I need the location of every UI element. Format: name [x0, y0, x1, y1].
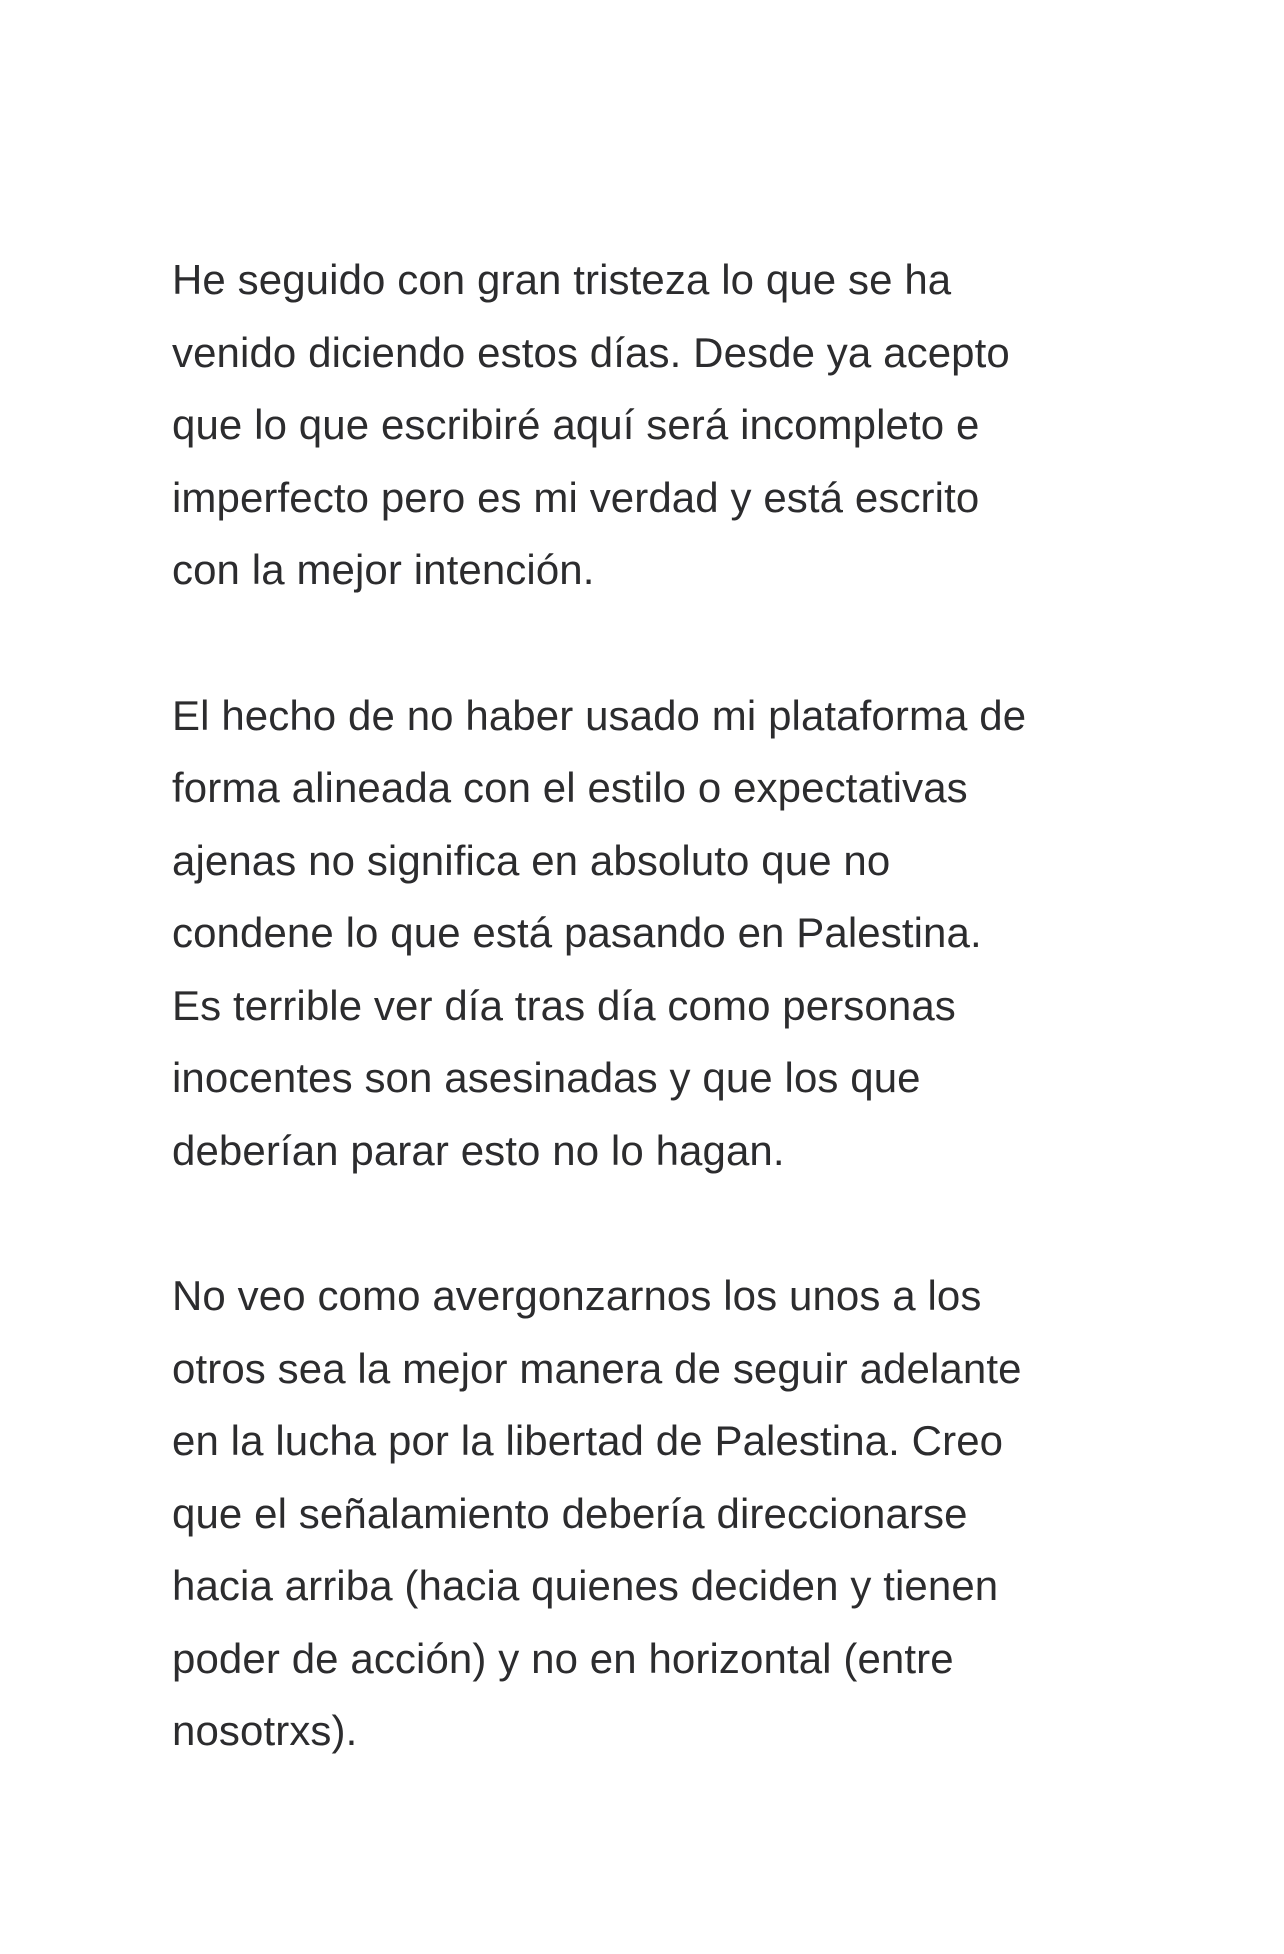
text-line: condene lo que está pasando en Palestina.	[172, 909, 982, 956]
text-line: en la lucha por la libertad de Palestina. Creo	[172, 1417, 1004, 1464]
paragraph-1	[172, 244, 1192, 607]
note-body	[172, 244, 1192, 1841]
text-line: nosotrxs).	[172, 1707, 358, 1754]
text-line: imperfecto pero es mi verdad y está escrito	[172, 473, 980, 521]
text-line: que el señalamiento debería direccionarse	[172, 1489, 968, 1537]
text-line: que lo que escribiré aquí será incompleto e	[172, 401, 980, 448]
text-line: inocentes son asesinadas y que los que	[172, 1054, 921, 1101]
text-line: El hecho de no haber usado mi plataforma de	[172, 691, 1027, 739]
paragraph-3	[172, 1260, 1192, 1768]
text-line: He seguido con gran tristeza lo que se ha	[172, 256, 952, 303]
text-line: venido diciendo estos días. Desde ya acepto	[172, 328, 1010, 376]
text-line: con la mejor intención.	[172, 546, 595, 593]
text-line: ajenas no significa en absoluto que no	[172, 836, 891, 884]
text-line: otros sea la mejor manera de seguir adelante	[172, 1344, 1022, 1392]
text-line: hacia arriba (hacia quienes deciden y tienen	[172, 1562, 999, 1609]
text-line: No veo como avergonzarnos los unos a los	[172, 1272, 982, 1319]
text-line: forma alineada con el estilo o expectativas	[172, 764, 968, 811]
text-line: poder de acción) y no en horizontal (entre	[172, 1634, 954, 1682]
paragraph-2	[172, 680, 1192, 1188]
text-line: deberían parar esto no lo hagan.	[172, 1126, 785, 1174]
text-line: Es terrible ver día tras día como personas	[172, 981, 956, 1029]
